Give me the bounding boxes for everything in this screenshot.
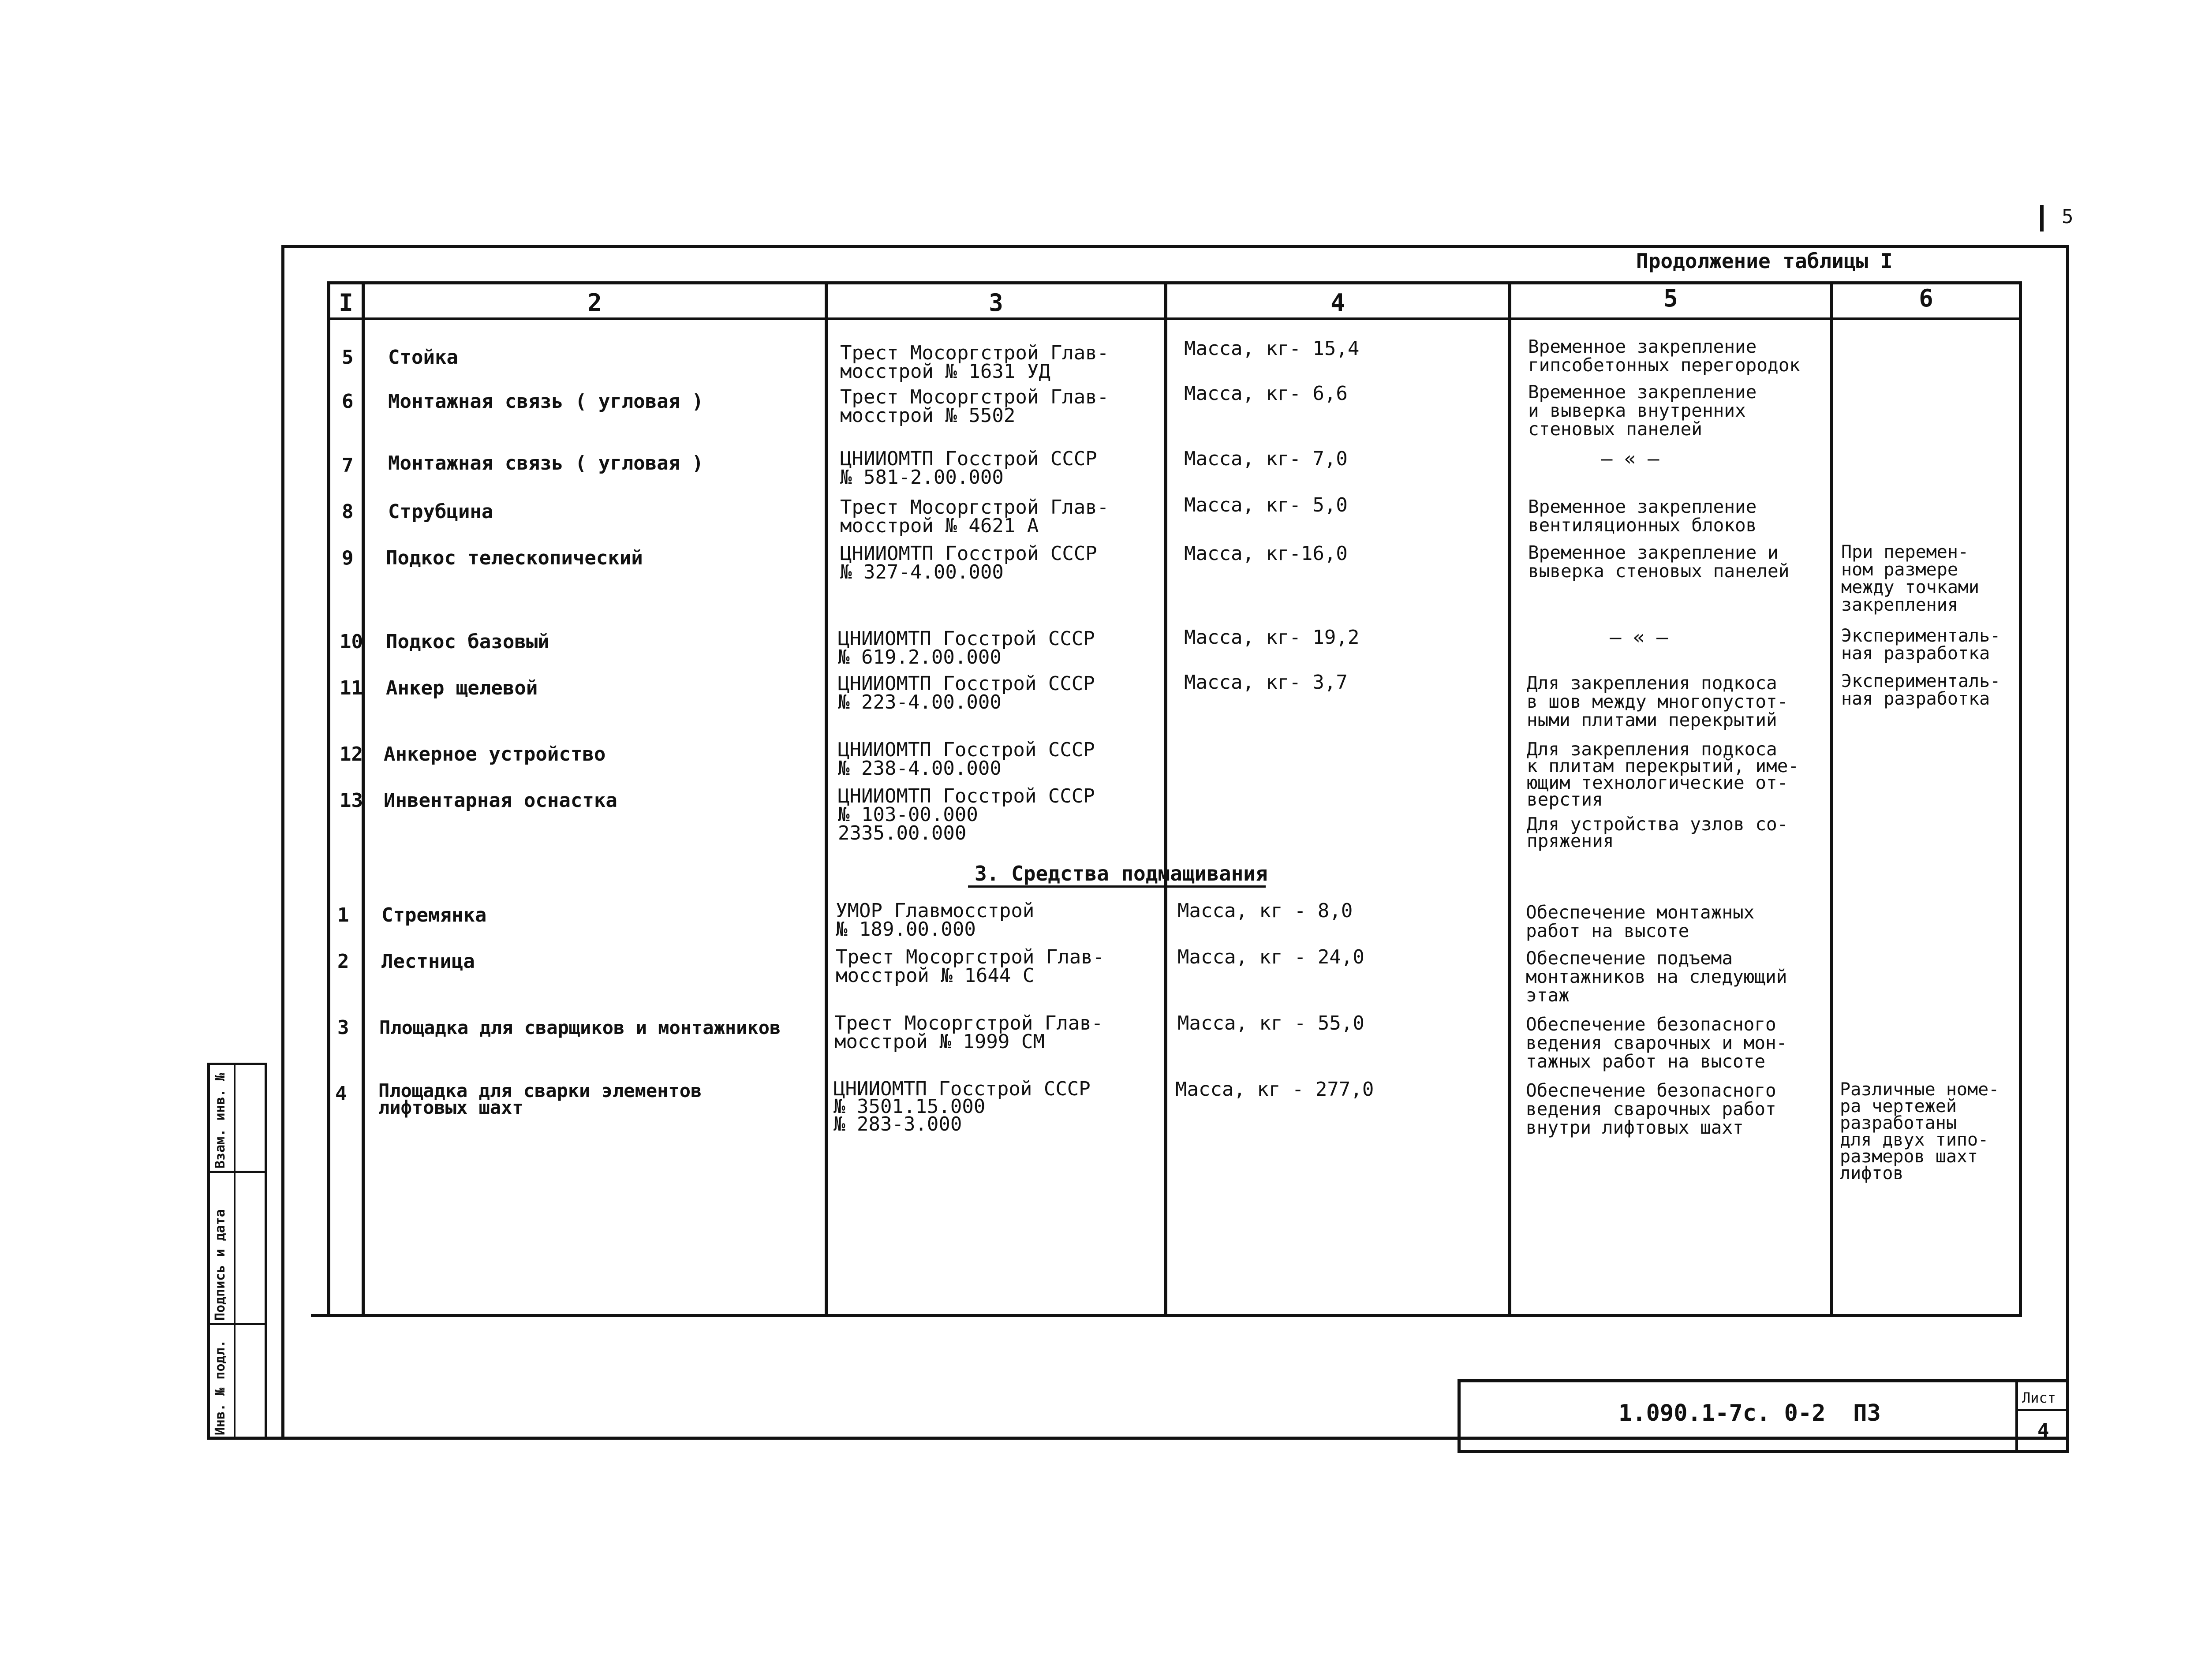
row-num: 3 <box>337 1016 349 1039</box>
row-name: Подкос базовый <box>386 631 549 653</box>
row-doc: Трест Мосоргстрой Глав- мосстрой № 1999 СМ <box>834 1012 1103 1053</box>
row-doc: ЦНИИОМТП Госстрой СССР № 327-4.00.000 <box>840 542 1097 583</box>
row-name: Подкос телескопический <box>386 547 643 569</box>
row-mass: Масса, кг- 6,6 <box>1184 382 1348 405</box>
row-name: Анкерное устройство <box>384 743 606 765</box>
row-mass: Масса, кг- 5,0 <box>1184 494 1348 516</box>
row-purpose: Обеспечение безопасного ведения сварочных и мон- тажных работ на высоте <box>1526 1014 1787 1072</box>
row-name: Инвентарная оснастка <box>384 789 617 812</box>
row-doc: ЦНИИОМТП Госстрой СССР № 103-00.000 2335.00.000 <box>838 785 1095 844</box>
row-num: 8 <box>342 500 354 523</box>
row-doc: ЦНИИОМТП Госстрой СССР № 619.2.00.000 <box>838 627 1095 668</box>
row-note: Различные номе- ра чертежей разработаны для двух типо- размеров шахт лифтов <box>1840 1079 1999 1183</box>
row-num: 13 <box>340 789 363 812</box>
row-purpose: Для закрепления подкоса к плитам перекрытий, име- ющим технологические от- верстия <box>1527 739 1799 810</box>
frame-left <box>281 245 284 1440</box>
col-header-3: 3 <box>989 289 1003 317</box>
row-mass: Масса, кг- 15,4 <box>1184 337 1360 360</box>
row-num: 10 <box>340 631 363 653</box>
row-purpose: Обеспечение монтажных работ на высоте <box>1526 902 1755 941</box>
row-purpose: — « — <box>1610 626 1668 649</box>
row-doc: ЦНИИОМТП Госстрой СССР № 223-4.00.000 <box>838 672 1095 713</box>
row-num: 5 <box>342 346 354 369</box>
row-purpose: Временное закрепление гипсобетонных перегородок <box>1528 336 1801 376</box>
row-name: Анкер щелевой <box>386 677 538 699</box>
row-doc: ЦНИИОМТП Госстрой СССР № 238-4.00.000 <box>838 739 1095 780</box>
row-mass: Масса, кг - 8,0 <box>1177 900 1353 922</box>
row-mass: Масса, кг - 55,0 <box>1177 1012 1364 1034</box>
sheet-number: 4 <box>2037 1419 2049 1442</box>
row-purpose: Для закрепления подкоса в шов между многопустот- ными плитами перекрытий <box>1527 672 1788 731</box>
row-num: 7 <box>342 454 354 477</box>
row-doc: УМОР Главмосстрой № 189.00.000 <box>836 900 1035 941</box>
row-mass: Масса, кг - 24,0 <box>1177 946 1364 968</box>
row-mass: Масса, кг- 3,7 <box>1184 671 1348 694</box>
section-underline <box>968 885 1266 888</box>
row-doc: ЦНИИОМТП Госстрой СССР № 3501.15.000 № 283-3.000 <box>833 1078 1091 1135</box>
frame-bottom <box>207 1437 2069 1440</box>
row-purpose: Обеспечение подъема монтажников на следующий этаж <box>1526 948 1787 1006</box>
row-doc: Трест Мосоргстрой Глав- мосстрой № 1644 С <box>836 946 1105 987</box>
row-note: При перемен- ном размере между точками закрепления <box>1841 542 1980 615</box>
row-num: 1 <box>337 904 349 926</box>
row-name: Стойка <box>388 346 458 369</box>
section-title: 3. Средства подмащивания <box>975 862 1268 885</box>
side-stamp-signature: Подпись и дата <box>213 1209 228 1321</box>
row-name: Стремянка <box>381 904 487 926</box>
row-purpose: Временное закрепление и выверка стеновых панелей <box>1528 542 1790 582</box>
row-note: Эксперименталь- ная разработка <box>1841 626 2001 664</box>
row-name: Площадка для сварщиков и монтажников <box>379 1017 781 1038</box>
document-code: 1.090.1-7с. 0-2 ПЗ <box>1618 1400 1881 1426</box>
side-stamp-inv: Инв. № подл. <box>213 1340 228 1435</box>
col-header-1: I <box>339 289 353 317</box>
col-header-2: 2 <box>587 289 602 317</box>
row-mass: Масса, кг - 277,0 <box>1175 1078 1374 1101</box>
row-purpose: Временное закрепление вентиляционных блоков <box>1528 496 1757 536</box>
row-num: 4 <box>335 1083 347 1105</box>
row-doc: Трест Мосоргстрой Глав- мосстрой № 4621 А <box>840 496 1109 537</box>
side-stamp-replace: Взам. инв. № <box>213 1073 228 1169</box>
row-purpose: Временное закрепление и выверка внутренних стеновых панелей <box>1528 381 1757 440</box>
row-name: Монтажная связь ( угловая ) <box>388 452 704 474</box>
row-doc: Трест Мосоргстрой Глав- мосстрой № 1631 УД <box>840 342 1109 383</box>
row-name: Площадка для сварки элементов лифтовых шахт <box>378 1080 702 1118</box>
row-doc: ЦНИИОМТП Госстрой СССР № 581-2.00.000 <box>840 448 1097 489</box>
frame-right <box>2066 245 2069 1453</box>
continuation-caption: Продолжение таблицы I <box>1636 249 1893 273</box>
row-mass: Масса, кг- 19,2 <box>1184 626 1360 649</box>
row-purpose: Обеспечение безопасного ведения сварочных работ внутри лифтовых шахт <box>1526 1080 1776 1138</box>
row-name: Лестница <box>381 950 475 973</box>
row-mass: Масса, кг- 7,0 <box>1184 448 1348 470</box>
row-purpose: Для устройства узлов со- пряжения <box>1527 814 1788 851</box>
row-name: Струбцина <box>388 500 493 523</box>
frame-top <box>281 245 2069 248</box>
row-name: Монтажная связь ( угловая ) <box>388 390 704 413</box>
page-number: 5 <box>2062 205 2074 228</box>
col-header-4: 4 <box>1330 289 1345 317</box>
row-num: 6 <box>342 390 354 413</box>
row-doc: Трест Мосоргстрой Глав- мосстрой № 5502 <box>840 386 1109 427</box>
row-mass: Масса, кг-16,0 <box>1184 542 1348 565</box>
sheet-label: Лист <box>2022 1389 2056 1406</box>
row-note: Эксперименталь- ная разработка <box>1841 671 2001 709</box>
row-num: 11 <box>340 677 363 699</box>
row-num: 2 <box>337 950 349 973</box>
row-num: 9 <box>342 547 354 569</box>
row-purpose: — « — <box>1601 448 1659 470</box>
col-header-5: 5 <box>1663 284 1678 312</box>
row-num: 12 <box>340 743 363 765</box>
col-header-6: 6 <box>1919 284 1933 312</box>
